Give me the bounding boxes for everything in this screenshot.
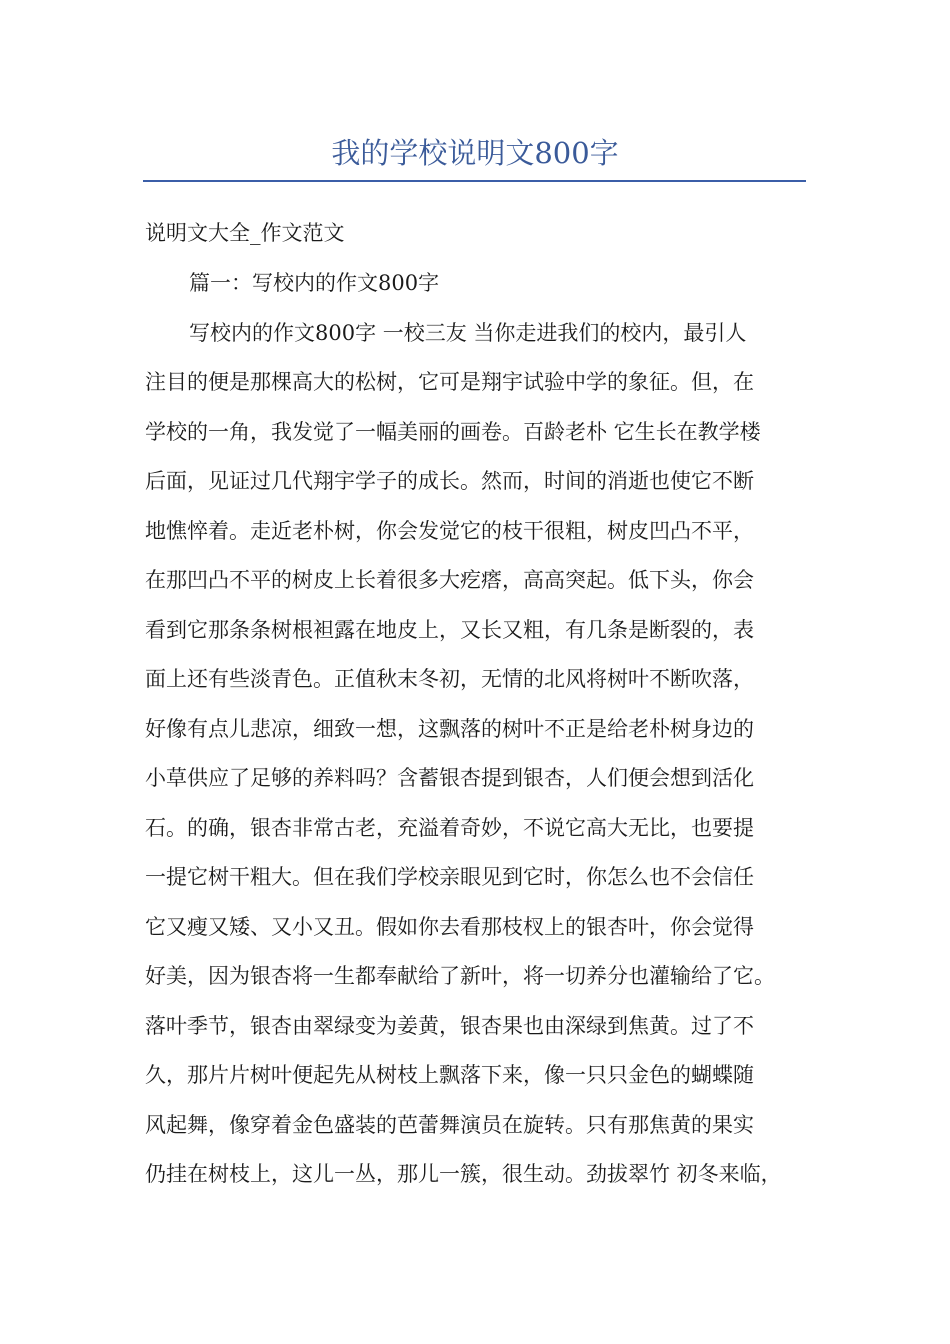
body-line: 地憔悴着。走近老朴树，你会发觉它的枝干很粗，树皮凹凸不平， bbox=[145, 519, 754, 543]
body-line: 好美，因为银杏将一生都奉献给了新叶，将一切养分也灌输给了它。 bbox=[145, 964, 775, 988]
body-line: 后面，见证过几代翔宇学子的成长。然而，时间的消逝也使它不断 bbox=[145, 469, 754, 493]
body-line: 看到它那条条树根袒露在地皮上，又长又粗，有几条是断裂的，表 bbox=[145, 618, 754, 642]
body-line: 一提它树干粗大。但在我们学校亲眼见到它时，你怎么也不会信任 bbox=[145, 865, 754, 889]
body-line: 石。的确，银杏非常古老，充溢着奇妙，不说它高大无比，也要提 bbox=[145, 816, 754, 840]
body-line: 风起舞，像穿着金色盛装的芭蕾舞演员在旋转。只有那焦黄的果实 bbox=[145, 1113, 754, 1137]
body-line: 写校内的作文800字 一校三友 当你走进我们的校内，最引人 bbox=[189, 321, 747, 345]
title-underline bbox=[143, 180, 806, 182]
document-title: 我的学校说明文800字 bbox=[331, 136, 619, 170]
body-line: 仍挂在树枝上，这儿一丛，那儿一簇，很生动。劲拔翠竹 初冬来临， bbox=[145, 1162, 782, 1186]
body-line: 久，那片片树叶便起先从树枝上飘落下来，像一只只金色的蝴蝶随 bbox=[145, 1063, 754, 1087]
body-line: 在那凹凸不平的树皮上长着很多大疙瘩，高高突起。低下头，你会 bbox=[145, 568, 754, 592]
section-heading: 篇一：写校内的作文800字 bbox=[189, 271, 440, 295]
body-line: 它又瘦又矮、又小又丑。假如你去看那枝杈上的银杏叶，你会觉得 bbox=[145, 915, 754, 939]
body-line: 小草供应了足够的养料吗？含蓄银杏提到银杏，人们便会想到活化 bbox=[145, 766, 754, 790]
body-line: 面上还有些淡青色。正值秋末冬初，无情的北风将树叶不断吹落， bbox=[145, 667, 754, 691]
body-line: 落叶季节，银杏由翠绿变为姜黄，银杏果也由深绿到焦黄。过了不 bbox=[145, 1014, 754, 1038]
body-line: 学校的一角，我发觉了一幅美丽的画卷。百龄老朴 它生长在教学楼 bbox=[145, 420, 761, 444]
category-label: 说明文大全_作文范文 bbox=[145, 221, 345, 245]
body-line: 注目的便是那棵高大的松树，它可是翔宇试验中学的象征。但，在 bbox=[145, 370, 754, 394]
body-line: 好像有点儿悲凉，细致一想，这飘落的树叶不正是给老朴树身边的 bbox=[145, 717, 754, 741]
